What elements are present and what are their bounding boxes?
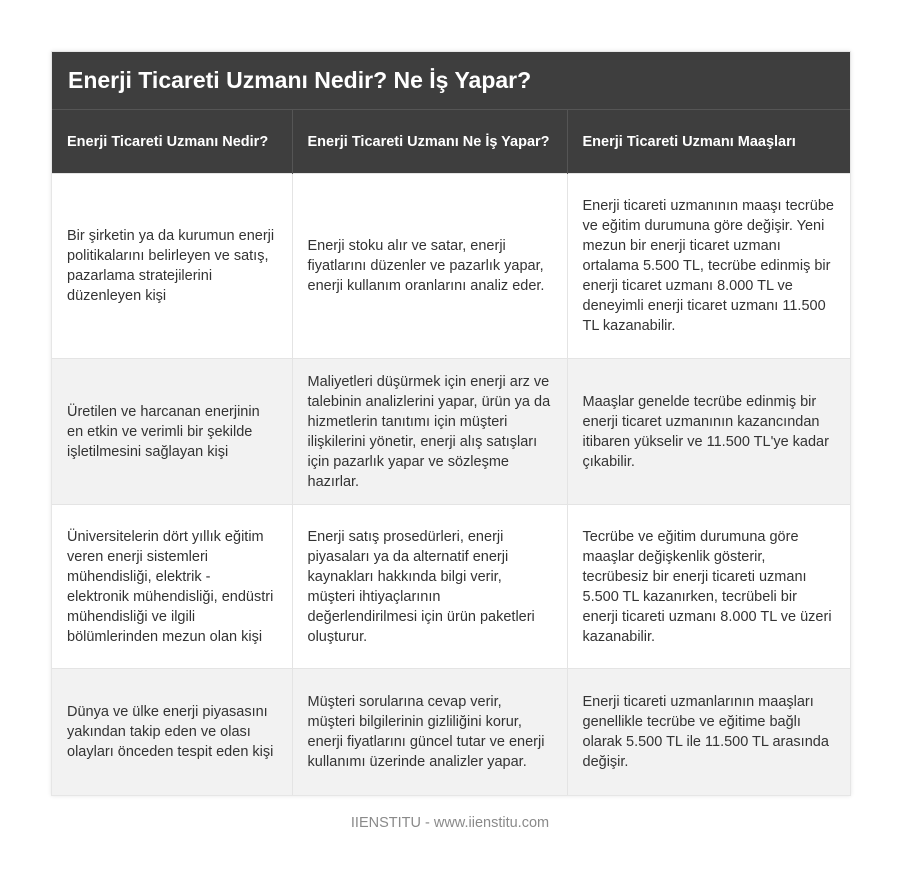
table-card bbox=[51, 51, 851, 796]
table-row bbox=[52, 174, 850, 359]
table-title: Enerji Ticareti Uzmanı Nedir? Ne İş Yapar? bbox=[52, 52, 850, 109]
cell-what-does: Müşteri sorularına cevap verir, müşteri bilgilerinin gizliliğini korur, enerji fiyatlarını güncel tutar ve enerji kullanımı üzerinde analizler yapar. bbox=[292, 669, 567, 795]
cell-what-is: Üniversitelerin dört yıllık eğitim veren enerji sistemleri mühendisliği, elektrik - elektronik mühendisliği, endüstri mühendisliği ve ilgili bölümlerinden mezun olan kişi bbox=[52, 505, 292, 669]
table-row bbox=[52, 359, 850, 505]
cell-what-does: Enerji stoku alır ve satar, enerji fiyatlarını düzenler ve pazarlık yapar, enerji kullanım oranlarını analiz eder. bbox=[292, 174, 567, 359]
footer-credit: IIENSTITU - www.iienstitu.com bbox=[350, 815, 550, 831]
header-what-is: Enerji Ticareti Uzmanı Nedir? bbox=[52, 110, 292, 174]
cell-what-is: Bir şirketin ya da kurumun enerji politikalarını belirleyen ve satış, pazarlama stratejilerini düzenleyen kişi bbox=[52, 174, 292, 359]
table-row bbox=[52, 669, 850, 795]
cell-what-is: Üretilen ve harcanan enerjinin en etkin ve verimli bir şekilde işletilmesini sağlayan kişi bbox=[52, 359, 292, 505]
cell-salary: Maaşlar genelde tecrübe edinmiş bir enerji ticaret uzmanının kazancından itibaren yükselir ve 11.500 TL'ye kadar çıkabilir. bbox=[567, 359, 850, 505]
header-row bbox=[52, 110, 850, 174]
cell-what-is: Dünya ve ülke enerji piyasasını yakından takip eden ve olası olayları önceden tespit eden kişi bbox=[52, 669, 292, 795]
cell-what-does: Maliyetleri düşürmek için enerji arz ve talebinin analizlerini yapar, ürün ya da hizmetlerin tanıtımı için müşteri ilişkilerini yönetir, enerji alış satışları için pazarlık yapar ve sözleşme hazırlar. bbox=[292, 359, 567, 505]
info-table bbox=[52, 109, 850, 795]
header-what-does: Enerji Ticareti Uzmanı Ne İş Yapar? bbox=[292, 110, 567, 174]
table-row bbox=[52, 505, 850, 669]
cell-salary: Tecrübe ve eğitim durumuna göre maaşlar değişkenlik gösterir, tecrübesiz bir enerji ticareti uzmanı 5.500 TL kazanırken, tecrübeli bir enerji ticareti uzmanı 8.000 TL ve üzeri kazanabilir. bbox=[567, 505, 850, 669]
cell-salary: Enerji ticareti uzmanlarının maaşları genellikle tecrübe ve eğitime bağlı olarak 5.500 TL ile 11.500 TL arasında değişir. bbox=[567, 669, 850, 795]
header-salaries: Enerji Ticareti Uzmanı Maaşları bbox=[567, 110, 850, 174]
cell-salary: Enerji ticareti uzmanının maaşı tecrübe ve eğitim durumuna göre değişir. Yeni mezun bir enerji ticaret uzmanı ortalama 5.500 TL, tecrübe edinmiş bir enerji ticaret uzmanı 8.000 TL ve deneyimli enerji ticaret uzmanı 11.500 TL kazanabilir. bbox=[567, 174, 850, 359]
cell-what-does: Enerji satış prosedürleri, enerji piyasaları ya da alternatif enerji kaynakları hakkında bilgi verir, müşteri ihtiyaçlarının değerlendirilmesi için ürün paketleri oluşturur. bbox=[292, 505, 567, 669]
